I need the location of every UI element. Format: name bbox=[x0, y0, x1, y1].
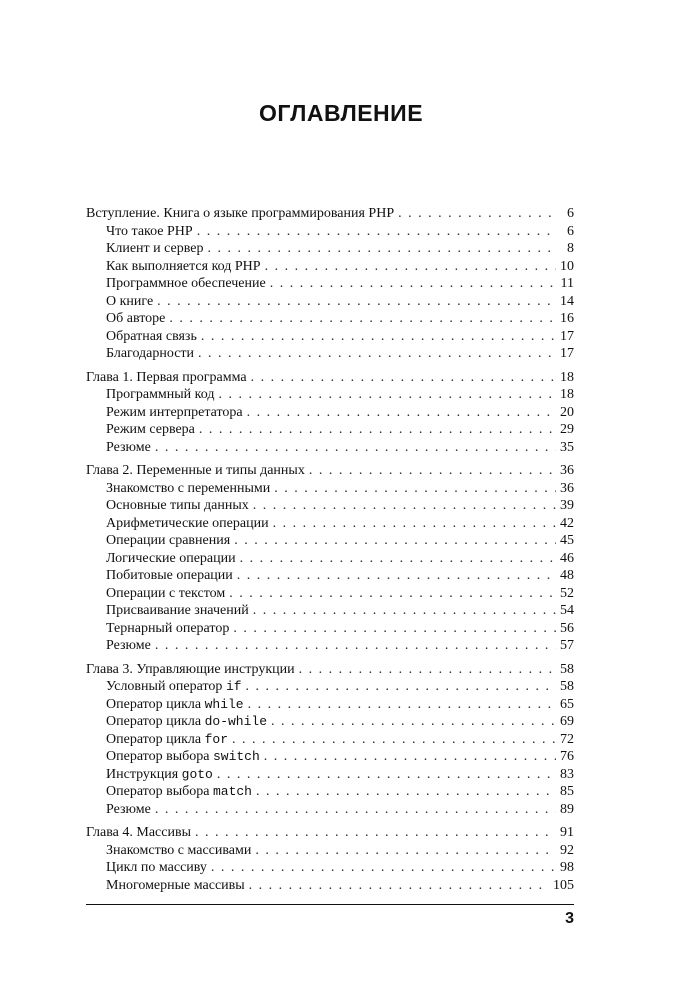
title-text: Что такое PHP bbox=[106, 223, 193, 239]
toc-subsection-entry[interactable] bbox=[86, 515, 574, 533]
toc-chapter-entry[interactable] bbox=[86, 369, 574, 387]
toc-subsection-title bbox=[106, 310, 165, 328]
toc-subsection-entry[interactable] bbox=[86, 404, 574, 422]
toc-page-number: 58 bbox=[560, 679, 574, 694]
toc-chapter-title: Глава 3. Управляющие инструкции bbox=[86, 661, 295, 677]
title-text: Режим интерпретатора bbox=[106, 404, 243, 420]
toc-subsection-entry[interactable] bbox=[86, 386, 574, 404]
toc-page-number: 56 bbox=[560, 620, 574, 636]
title-text: Программное обеспечение bbox=[106, 276, 266, 291]
toc-subsection-entry[interactable] bbox=[86, 801, 574, 819]
dot-leader bbox=[219, 386, 557, 404]
dot-leader bbox=[398, 205, 556, 223]
toc-page-number: 105 bbox=[553, 877, 574, 893]
footer-divider bbox=[86, 904, 574, 905]
dot-leader bbox=[253, 602, 556, 620]
code-keyword: while bbox=[204, 696, 244, 712]
dot-leader bbox=[155, 801, 556, 819]
dot-leader bbox=[237, 567, 556, 585]
title-text: Цикл по массиву bbox=[106, 860, 207, 875]
code-keyword: switch bbox=[212, 749, 260, 764]
toc-subsection-title bbox=[106, 620, 229, 638]
toc-subsection-title bbox=[106, 480, 270, 498]
toc-page-number: 36 bbox=[560, 463, 574, 478]
toc-section bbox=[86, 369, 574, 457]
toc-subsection-title bbox=[106, 731, 228, 749]
dot-leader bbox=[234, 532, 556, 550]
dot-leader bbox=[256, 783, 556, 801]
toc-subsection-entry[interactable] bbox=[86, 696, 574, 714]
title-text: Оператор выбора bbox=[106, 749, 213, 764]
toc-subsection-entry[interactable] bbox=[86, 532, 574, 550]
toc-section bbox=[86, 205, 574, 363]
dot-leader bbox=[249, 877, 549, 895]
toc-subsection-entry[interactable] bbox=[86, 842, 574, 860]
toc-subsection-title bbox=[106, 258, 261, 276]
dot-leader bbox=[197, 223, 556, 241]
dot-leader bbox=[199, 421, 556, 439]
toc-page-number: 36 bbox=[560, 480, 574, 496]
dot-leader bbox=[253, 497, 556, 515]
dot-leader bbox=[246, 678, 556, 696]
toc-subsection-entry[interactable] bbox=[86, 310, 574, 328]
toc-page-number: 39 bbox=[560, 498, 574, 513]
dot-leader bbox=[201, 328, 556, 346]
toc-chapter-entry[interactable] bbox=[86, 824, 574, 842]
dot-leader bbox=[270, 275, 556, 293]
toc-subsection-entry[interactable] bbox=[86, 637, 574, 655]
toc-subsection-title bbox=[106, 748, 260, 766]
dot-leader bbox=[229, 585, 556, 603]
title-text: Арифметические операции bbox=[106, 515, 269, 531]
toc-subsection-entry[interactable] bbox=[86, 766, 574, 784]
toc-page-number: 46 bbox=[560, 550, 574, 566]
toc-subsection-title bbox=[106, 532, 230, 550]
toc-subsection-title bbox=[106, 567, 233, 585]
toc-chapter-entry[interactable] bbox=[86, 205, 574, 223]
toc-page-number: 18 bbox=[560, 369, 574, 385]
dot-leader bbox=[232, 731, 556, 749]
toc-subsection-entry[interactable] bbox=[86, 497, 574, 515]
toc-subsection-title bbox=[106, 386, 215, 404]
toc-subsection-entry[interactable] bbox=[86, 620, 574, 638]
toc-page-number: 17 bbox=[560, 346, 574, 361]
toc-subsection-entry[interactable] bbox=[86, 258, 574, 276]
title-text: Оператор выбора bbox=[106, 784, 213, 799]
toc-section bbox=[86, 661, 574, 819]
toc-chapter-title: Глава 4. Массивы bbox=[86, 825, 191, 840]
toc-page-number: 6 bbox=[567, 223, 574, 239]
dot-leader bbox=[207, 240, 556, 258]
code-keyword: goto bbox=[181, 766, 213, 782]
toc-subsection-title bbox=[106, 293, 153, 311]
toc-subsection-title bbox=[106, 713, 267, 731]
toc-page-number: 8 bbox=[567, 241, 574, 256]
toc-subsection-entry[interactable] bbox=[86, 567, 574, 585]
toc-subsection-title bbox=[106, 515, 269, 533]
toc-subsection-title bbox=[106, 678, 242, 696]
dot-leader bbox=[240, 550, 556, 568]
title-text: Знакомство с переменными bbox=[106, 480, 271, 496]
title-text: Операции сравнения bbox=[106, 533, 231, 548]
toc-page-number: 29 bbox=[560, 422, 574, 437]
toc-subsection-entry[interactable] bbox=[86, 421, 574, 439]
dot-leader bbox=[247, 404, 556, 422]
toc-subsection-entry[interactable] bbox=[86, 480, 574, 498]
dot-leader bbox=[233, 620, 556, 638]
toc-page-number: 57 bbox=[560, 638, 574, 653]
toc-section bbox=[86, 824, 574, 894]
dot-leader bbox=[169, 310, 556, 328]
page-title: ОГЛАВЛЕНИЕ bbox=[258, 100, 424, 126]
title-text: Оператор цикла bbox=[106, 731, 205, 747]
toc-page-number: 89 bbox=[560, 801, 574, 817]
dot-leader bbox=[211, 859, 556, 877]
toc-subsection-title bbox=[106, 404, 243, 422]
toc-subsection-entry[interactable] bbox=[86, 585, 574, 603]
toc-page-number: 10 bbox=[560, 258, 574, 274]
table-of-contents bbox=[86, 205, 574, 894]
toc-subsection-entry[interactable] bbox=[86, 748, 574, 766]
toc-page-number: 16 bbox=[560, 311, 574, 326]
dot-leader bbox=[155, 439, 556, 457]
toc-subsection-title bbox=[106, 859, 207, 877]
toc-subsection-title bbox=[106, 275, 266, 293]
toc-subsection-title bbox=[106, 585, 225, 603]
toc-page-number: 98 bbox=[560, 860, 574, 875]
toc-page-number: 85 bbox=[560, 784, 574, 799]
toc-section bbox=[86, 462, 574, 655]
title-text: Резюме bbox=[106, 801, 151, 817]
toc-subsection-title bbox=[106, 240, 203, 258]
toc-subsection-entry[interactable] bbox=[86, 439, 574, 457]
toc-chapter-title: Глава 2. Переменные и типы данных bbox=[86, 463, 305, 478]
dot-leader bbox=[251, 369, 556, 387]
toc-subsection-entry[interactable] bbox=[86, 859, 574, 877]
dot-leader bbox=[265, 258, 556, 276]
title-text: Благодарности bbox=[106, 346, 195, 361]
title-text: Условный оператор bbox=[106, 679, 226, 694]
toc-subsection-title bbox=[106, 223, 193, 241]
toc-subsection-entry[interactable] bbox=[86, 550, 574, 568]
code-keyword: do-while bbox=[204, 714, 268, 729]
title-text: Как выполняется код PHP bbox=[106, 258, 261, 274]
toc-page-number: 58 bbox=[560, 661, 574, 677]
toc-subsection-title bbox=[106, 877, 245, 895]
toc-subsection-entry[interactable] bbox=[86, 602, 574, 620]
dot-leader bbox=[271, 713, 556, 731]
toc-page-number: 72 bbox=[560, 731, 574, 747]
toc-subsection-entry[interactable] bbox=[86, 731, 574, 749]
toc-subsection-title bbox=[106, 602, 249, 620]
title-text: Инструкция bbox=[106, 766, 182, 782]
toc-subsection-entry[interactable] bbox=[86, 345, 574, 363]
toc-page-number: 6 bbox=[567, 206, 574, 221]
toc-page-number: 14 bbox=[560, 293, 574, 309]
dot-leader bbox=[309, 462, 556, 480]
toc-page-number: 69 bbox=[560, 714, 574, 729]
toc-chapter-title: Глава 1. Первая программа bbox=[86, 369, 247, 385]
title-text: Знакомство с массивами bbox=[106, 842, 252, 858]
toc-subsection-title bbox=[106, 550, 236, 568]
dot-leader bbox=[248, 696, 556, 714]
page-number: 3 bbox=[565, 910, 574, 927]
toc-page-number: 48 bbox=[560, 568, 574, 583]
toc-subsection-title bbox=[106, 497, 249, 515]
toc-page-number: 17 bbox=[560, 328, 574, 344]
toc-page-number: 65 bbox=[560, 696, 574, 712]
toc-chapter-title: Вступление. Книга о языке программирования PHP bbox=[86, 206, 395, 221]
toc-subsection-entry[interactable] bbox=[86, 328, 574, 346]
dot-leader bbox=[255, 842, 556, 860]
toc-page-number: 83 bbox=[560, 766, 574, 782]
toc-page-number: 18 bbox=[560, 387, 574, 402]
toc-chapter-entry[interactable] bbox=[86, 661, 574, 679]
dot-leader bbox=[155, 637, 556, 655]
toc-page-number: 54 bbox=[560, 603, 574, 618]
toc-subsection-title bbox=[106, 637, 151, 655]
dot-leader bbox=[274, 480, 556, 498]
title-text: Операции с текстом bbox=[106, 585, 226, 601]
title-text: О книге bbox=[106, 293, 154, 309]
toc-subsection-title bbox=[106, 328, 197, 346]
toc-subsection-title bbox=[106, 696, 244, 714]
toc-subsection-title bbox=[106, 801, 151, 819]
dot-leader bbox=[157, 293, 556, 311]
toc-subsection-entry[interactable] bbox=[86, 678, 574, 696]
title-text: Обратная связь bbox=[106, 328, 197, 344]
title-text: Резюме bbox=[106, 439, 151, 455]
toc-subsection-title bbox=[106, 783, 252, 801]
toc-page-number: 42 bbox=[560, 515, 574, 531]
toc-subsection-entry[interactable] bbox=[86, 275, 574, 293]
title-text: Оператор цикла bbox=[106, 714, 205, 729]
toc-page-number: 52 bbox=[560, 585, 574, 601]
toc-chapter-entry[interactable] bbox=[86, 462, 574, 480]
title-text: Побитовые операции bbox=[106, 568, 233, 583]
code-keyword: match bbox=[212, 784, 252, 799]
title-text: Об авторе bbox=[106, 311, 166, 326]
toc-subsection-title bbox=[106, 345, 194, 363]
toc-page-number: 11 bbox=[560, 276, 574, 291]
toc-subsection-entry[interactable] bbox=[86, 713, 574, 731]
title-text: Программный код bbox=[106, 387, 215, 402]
dot-leader bbox=[198, 345, 556, 363]
title-text: Многомерные массивы bbox=[106, 877, 245, 893]
title-text: Основные типы данных bbox=[106, 498, 249, 513]
title-text: Резюме bbox=[106, 638, 151, 653]
code-keyword: if bbox=[225, 679, 242, 694]
dot-leader bbox=[195, 824, 556, 842]
dot-leader bbox=[264, 748, 556, 766]
dot-leader bbox=[217, 766, 556, 784]
code-keyword: for bbox=[204, 731, 228, 747]
toc-subsection-title bbox=[106, 439, 151, 457]
title-text: Присваивание значений bbox=[106, 603, 249, 618]
title-text: Логические операции bbox=[106, 550, 236, 566]
title-text: Оператор цикла bbox=[106, 696, 205, 712]
title-text: Тернарный оператор bbox=[106, 620, 230, 636]
dot-leader bbox=[299, 661, 556, 679]
toc-page-number: 45 bbox=[560, 533, 574, 548]
toc-subsection-entry[interactable] bbox=[86, 240, 574, 258]
toc-subsection-title bbox=[106, 766, 213, 784]
dot-leader bbox=[273, 515, 556, 533]
toc-page-number: 20 bbox=[560, 404, 574, 420]
toc-page-number: 92 bbox=[560, 842, 574, 858]
title-text: Режим сервера bbox=[106, 422, 195, 437]
toc-subsection-title bbox=[106, 421, 195, 439]
toc-subsection-title bbox=[106, 842, 251, 860]
toc-subsection-entry[interactable] bbox=[86, 783, 574, 801]
toc-page-number: 35 bbox=[560, 439, 574, 455]
toc-page-number: 76 bbox=[560, 749, 574, 764]
toc-page-number: 91 bbox=[560, 825, 574, 840]
toc-subsection-entry[interactable] bbox=[86, 223, 574, 241]
title-text: Клиент и сервер bbox=[106, 241, 204, 256]
toc-subsection-entry[interactable] bbox=[86, 293, 574, 311]
toc-subsection-entry[interactable] bbox=[86, 877, 574, 895]
